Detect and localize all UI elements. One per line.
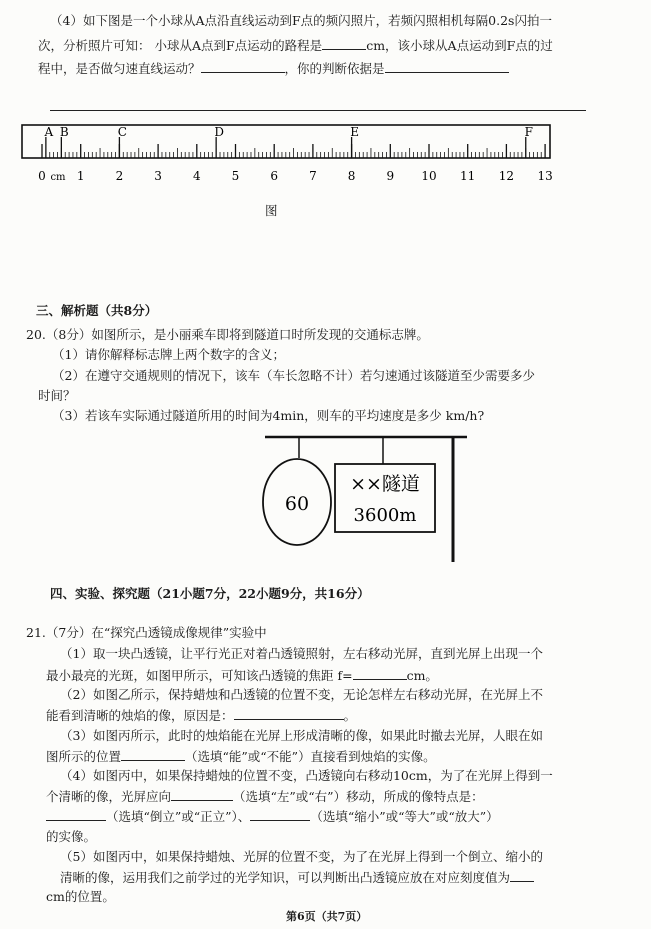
- q21-part4-text-a: 个清晰的像，光屏应向: [46, 789, 172, 804]
- point-label-D: D: [214, 125, 224, 139]
- lens-position-blank[interactable]: [510, 868, 534, 882]
- q21-part2-text-b: 。: [343, 708, 357, 723]
- point-label-C: C: [117, 125, 127, 139]
- q21-part2-line1: （2）如图乙所示，保持蜡烛和凸透镜的位置不变，无论怎样左右移动光屏，在光屏上不: [60, 687, 543, 702]
- q21-part4-line4: 的实像。: [46, 829, 97, 844]
- reason-blank[interactable]: [234, 706, 344, 720]
- q21-part4-line1: （4）如图丙中，如果保持蜡烛的位置不变，凸透镜向右移动10cm，为了在光屏上得到一: [60, 768, 553, 783]
- orientation-blank[interactable]: [46, 807, 106, 821]
- q19-4-text-d: ，你的判断依据是: [284, 61, 385, 76]
- q19-4-line1: （4）如下图是一个小球从A点沿直线运动到F点的频闪照片，若频闪照相机每隔0.2s闪拍一: [50, 13, 552, 28]
- point-label-F: F: [524, 125, 533, 139]
- ruler-tick-label: 6: [270, 169, 279, 183]
- answer-line: [50, 110, 586, 111]
- ruler-tick-label: 8: [347, 169, 356, 183]
- ruler-tick-label: 0: [38, 169, 46, 183]
- q21-part3-text-a: 图所示的位置: [46, 749, 122, 764]
- figure-caption: 图: [265, 203, 278, 218]
- q21-part4-line2: [46, 787, 484, 806]
- q20-part3: （3）若该车实际通过隧道所用的时间为4min，则车的平均速度是多少 km/h?: [52, 408, 485, 423]
- q21-part2-text-a: 能看到清晰的烛焰的像，原因是：: [46, 708, 234, 723]
- tunnel-length: 3600m: [353, 505, 417, 526]
- q20-part2-line1: （2）在遵守交通规则的情况下，该车（车长忽略不计）若匀速通过该隧道至少需要多少: [52, 368, 535, 383]
- q19-4-text-a: 次，分析照片可知： 小球从A点到F点运动的路程是: [38, 38, 323, 53]
- ruler-tick-label: 1: [76, 169, 85, 183]
- can-see-blank[interactable]: [121, 747, 185, 761]
- q21-part4-line3: [46, 807, 499, 826]
- q19-4-line3: [38, 59, 509, 78]
- point-label-E: E: [350, 125, 359, 139]
- speed-limit-value: 60: [284, 493, 310, 515]
- q21-part3-line2: [46, 747, 436, 766]
- q21-part1-line1: （1）取一块凸透镜，让平行光正对着凸透镜照射，左右移动光屏，直到光屏上出现一个: [60, 646, 543, 661]
- q21-part4-text-c: （选填“倒立”或“正立”）、: [106, 809, 251, 824]
- ruler-tick-label: 7: [309, 169, 317, 183]
- q21-part5-line2: [60, 868, 534, 887]
- size-blank[interactable]: [250, 807, 310, 821]
- q21-part1-text-a: 最小最亮的光斑，如图甲所示，可知该凸透镜的焦距 f=: [46, 668, 353, 683]
- ruler-tick-label: 9: [386, 169, 395, 183]
- point-label-A: A: [44, 125, 54, 139]
- q20-part2-line2: 时间？: [38, 388, 76, 403]
- section-3-title: 三、解析题（共8分）: [36, 303, 158, 318]
- tunnel-name: ××隧道: [350, 473, 420, 495]
- ruler-tick-label: 11: [460, 169, 476, 183]
- ruler-unit-label: cm: [50, 172, 66, 183]
- q19-4-text-b: cm，该小球从A点运动到F点的过: [366, 38, 553, 53]
- q20-stem: 20.（8分）如图所示，是小丽乘车即将到隧道口时所发现的交通标志牌。: [26, 327, 429, 342]
- ruler-tick-label: 10: [421, 169, 437, 183]
- ruler-tick-label: 5: [231, 169, 240, 183]
- focal-length-blank[interactable]: [353, 666, 407, 680]
- screen-direction-blank[interactable]: [171, 787, 233, 801]
- q19-4-text-c: 程中，是否做匀速直线运动？: [38, 61, 201, 76]
- traffic-sign-figure: [255, 432, 470, 567]
- q21-part3-line1: （3）如图丙所示，此时的烛焰能在光屏上形成清晰的像，如果此时撤去光屏，人眼在如: [60, 728, 543, 743]
- reason-answer-blank[interactable]: [385, 59, 509, 73]
- q21-part5-text-a: 清晰的像，运用我们之前学过的光学知识，可以判断出凸透镜应放在对应刻度值为: [60, 870, 511, 885]
- q21-part2-line2: [46, 706, 356, 725]
- ruler-tick-label: 13: [537, 169, 553, 183]
- uniform-motion-answer-blank[interactable]: [201, 59, 285, 73]
- point-label-B: B: [59, 125, 69, 139]
- q21-part1-text-b: cm。: [406, 668, 438, 683]
- q21-part5-line1: （5）如图丙中，如果保持蜡烛、光屏的位置不变，为了在光屏上得到一个倒立、缩小的: [60, 849, 543, 864]
- q21-part1-line2: [46, 666, 438, 685]
- distance-answer-blank[interactable]: [322, 36, 366, 50]
- page-number: 第6页（共7页）: [286, 910, 368, 923]
- q20-part1: （1）请你解释标志牌上两个数字的含义；: [52, 347, 285, 362]
- q21-part4-text-b: （选填“左”或“右”）移动，所成的像特点是：: [233, 789, 484, 804]
- q21-part5-line3: cm的位置。: [46, 889, 115, 904]
- ruler-tick-label: 3: [154, 169, 162, 183]
- ruler-tick-label: 12: [498, 169, 515, 183]
- section-4-title: 四、实验、探究题（21小题7分，22小题9分，共16分）: [50, 586, 370, 601]
- ruler-tick-label: 2: [115, 169, 124, 183]
- ruler-figure: [20, 120, 560, 190]
- q21-part3-text-b: （选填“能”或“不能”）直接看到烛焰的实像。: [185, 749, 436, 764]
- q19-4-line2: [38, 36, 553, 55]
- q21-stem: 21.（7分）在“探究凸透镜成像规律”实验中: [26, 625, 267, 640]
- ruler-tick-label: 4: [192, 169, 201, 183]
- q21-part4-text-d: （选填“缩小”或“等大”或“放大”）: [310, 809, 499, 824]
